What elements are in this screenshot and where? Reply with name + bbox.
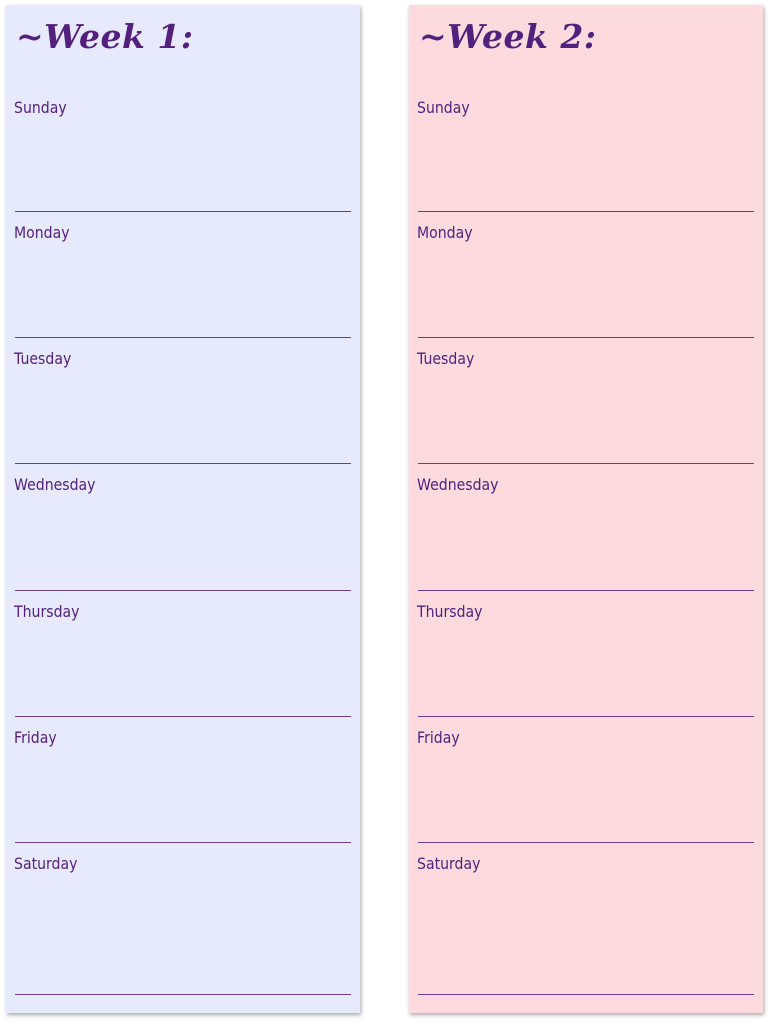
day-label-wednesday: Wednesday: [417, 475, 499, 494]
day-label-saturday: Saturday: [14, 854, 78, 873]
writing-line: [418, 211, 754, 212]
writing-line: [418, 994, 754, 995]
day-label-friday: Friday: [14, 728, 57, 747]
writing-line: [15, 842, 351, 843]
week-2-card: [409, 5, 763, 1013]
writing-line: [418, 716, 754, 717]
day-label-sunday: Sunday: [417, 98, 470, 117]
day-label-tuesday: Tuesday: [417, 349, 475, 368]
writing-line: [418, 463, 754, 464]
day-label-tuesday: Tuesday: [14, 349, 72, 368]
week-1-card: [6, 5, 360, 1013]
week-title: ~Week 1:: [16, 17, 194, 56]
writing-line: [418, 842, 754, 843]
writing-line: [418, 337, 754, 338]
day-label-monday: Monday: [417, 223, 473, 242]
day-label-thursday: Thursday: [14, 602, 80, 621]
writing-line: [15, 463, 351, 464]
day-label-friday: Friday: [417, 728, 460, 747]
day-label-sunday: Sunday: [14, 98, 67, 117]
writing-line: [15, 211, 351, 212]
week-title: ~Week 2:: [419, 17, 597, 56]
day-label-thursday: Thursday: [417, 602, 483, 621]
day-label-monday: Monday: [14, 223, 70, 242]
writing-line: [15, 716, 351, 717]
day-label-wednesday: Wednesday: [14, 475, 96, 494]
writing-line: [418, 590, 754, 591]
writing-line: [15, 337, 351, 338]
day-label-saturday: Saturday: [417, 854, 481, 873]
writing-line: [15, 590, 351, 591]
writing-line: [15, 994, 351, 995]
